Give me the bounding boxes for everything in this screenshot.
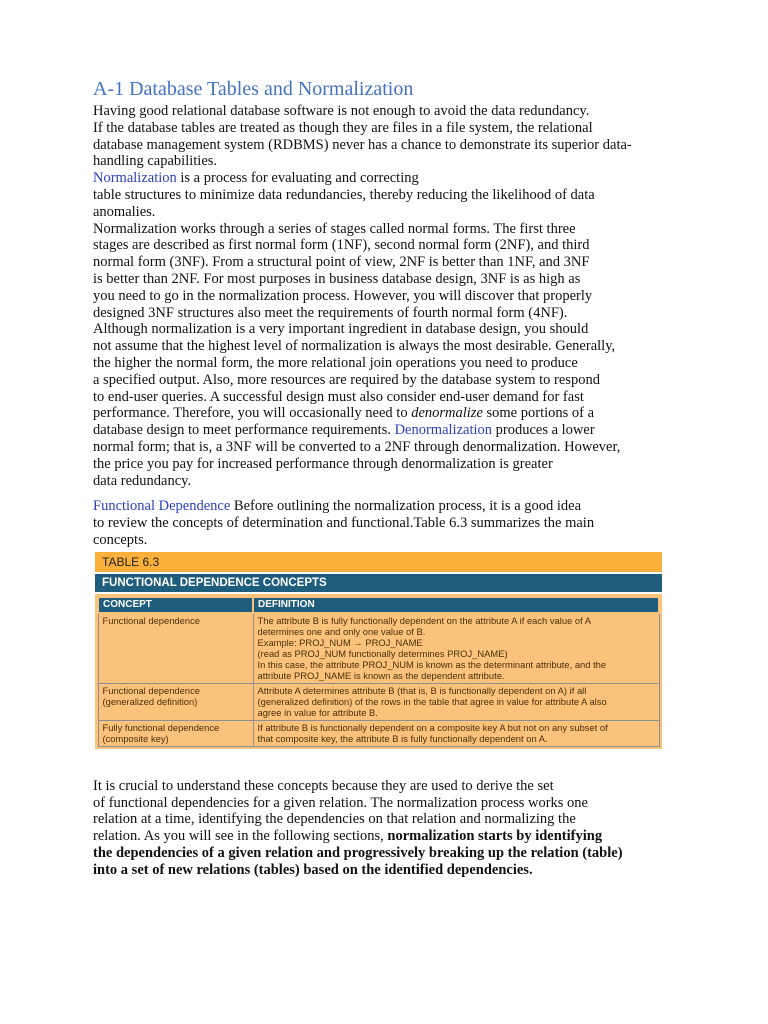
denormalization-link[interactable]: Denormalization: [394, 422, 492, 439]
table-header-row: [98, 597, 659, 613]
text-span: produces a lower: [492, 422, 595, 439]
paragraph-gap: [93, 749, 683, 778]
text-line: not assume that the highest level of normalization is always the most desirable. Generally,: [93, 338, 616, 355]
text-line: designed 3NF structures also meet the requirements of fourth normal form (4NF).: [93, 304, 568, 321]
text-line: relation at a time, identifying the dependencies on that relation and normalizing the: [93, 811, 576, 828]
text-line: [93, 828, 683, 845]
cell-line: (generalized definition) of the rows in the table that agree in value for attribute A also: [257, 695, 607, 707]
cell-line: Functional dependence: [102, 684, 200, 696]
bold-span: normalization starts by identifying: [387, 828, 603, 845]
cell-line: attribute PROJ_NAME is known as the dependent attribute.: [257, 669, 505, 681]
cell-line: In this case, the attribute PROJ_NUM is known as the determinant attribute, and the: [257, 658, 607, 670]
text-line: to review the concepts of determination and functional.Table 6.3 summarizes the main: [93, 515, 595, 532]
text-span: some portions of a: [482, 405, 595, 422]
cell-line: If attribute B is functionally dependent on a composite key A but not on any subset of: [257, 721, 608, 733]
text-line: It is crucial to understand these concepts because they are used to derive the set: [93, 777, 554, 794]
column-header-definition: DEFINITION: [253, 597, 659, 613]
text-line: data redundancy.: [93, 472, 192, 489]
cell-line: (generalized definition): [102, 695, 198, 707]
table-body: [95, 594, 662, 749]
cell-line: (composite key): [102, 732, 169, 744]
text-line: to end-user queries. A successful design must also consider end-user demand for fast: [93, 388, 584, 405]
text-span: is a process for evaluating and correcting: [176, 170, 419, 187]
text-span: performance. Therefore, you will occasionally need to: [93, 405, 412, 422]
text-line: normal form; that is, a 3NF will be converted to a 2NF through denormalization. However,: [93, 438, 621, 455]
text-line: normal form (3NF). From a structural point of view, 2NF is better than 1NF, and 3NF: [93, 254, 590, 271]
text-line: the price you pay for increased performance through denormalization is greater: [93, 455, 553, 472]
intro-paragraph: [93, 103, 683, 170]
definition-cell: [253, 683, 659, 720]
column-header-concept: CONCEPT: [98, 597, 253, 613]
functional-dependence-table-figure: [95, 552, 662, 749]
definition-cell: [253, 613, 659, 684]
table-title: FUNCTIONAL DEPENDENCE CONCEPTS: [95, 574, 662, 592]
text-line: If the database tables are treated as though they are files in a file system, the relational: [93, 119, 593, 136]
text-span: database design to meet performance requirements.: [93, 422, 395, 439]
text-line: table structures to minimize data redundancies, thereby reducing the likelihood of data: [93, 186, 595, 203]
text-line: Although normalization is a very important ingredient in database design, you should: [93, 321, 589, 338]
text-line: [93, 170, 683, 187]
bold-span: into a set of new relations (tables) based on the identified dependencies.: [93, 861, 533, 878]
text-span: Before outlining the normalization process, it is a good idea: [230, 498, 582, 515]
text-line: [93, 422, 683, 439]
concept-cell: [98, 720, 253, 746]
functional-dependence-paragraph: [93, 498, 683, 548]
text-line: stages are described as first normal form (1NF), second normal form (2NF), and third: [93, 237, 590, 254]
text-line: concepts.: [93, 531, 148, 548]
table-number: TABLE 6.3: [95, 552, 662, 572]
denormalize-emphasis: denormalize: [411, 405, 483, 422]
text-line: a specified output. Also, more resources are required by the database system to respond: [93, 371, 600, 388]
document-page: [93, 77, 683, 879]
normalization-definition: [93, 170, 683, 220]
normal-forms-paragraph: [93, 221, 683, 490]
cell-line: The attribute B is fully functionally dependent on the attribute A if each value of A: [257, 614, 592, 626]
bold-text-line: [93, 845, 683, 862]
cell-line: Functional dependence: [102, 614, 200, 626]
text-line: is better than 2NF. For most purposes in business database design, 3NF is as high as: [93, 270, 581, 287]
text-span: relation. As you will see in the following sections,: [93, 828, 388, 845]
table-row: [98, 613, 659, 684]
cell-line: agree in value for attribute B.: [257, 706, 378, 718]
normalization-link[interactable]: Normalization: [93, 170, 177, 187]
cell-line: Example: PROJ_NUM → PROJ_NAME: [257, 636, 423, 648]
paragraph-gap: [93, 489, 683, 498]
bold-span: the dependencies of a given relation and progressively breaking up the relation (table): [93, 844, 623, 861]
text-line: of functional dependencies for a given relation. The normalization process works one: [93, 794, 588, 811]
text-line: Having good relational database software is not enough to avoid the data redundancy.: [93, 103, 590, 119]
cell-line: (read as PROJ_NUM functionally determines PROJ_NAME): [257, 647, 508, 659]
cell-line: Attribute A determines attribute B (that is, B is functionally dependent on A) if all: [257, 684, 587, 696]
page-title: A-1 Database Tables and Normalization: [93, 78, 414, 100]
text-line: you need to go in the normalization process. However, you will discover that properly: [93, 287, 593, 304]
text-line: anomalies.: [93, 203, 156, 220]
cell-line: that composite key, the attribute B is fully functionally dependent on A.: [257, 732, 548, 744]
definition-cell: [253, 720, 659, 746]
cell-line: Fully functional dependence: [102, 721, 220, 733]
closing-paragraph: [93, 778, 683, 879]
text-line: [93, 498, 683, 515]
text-line: [93, 405, 683, 422]
cell-line: determines one and only one value of B.: [257, 625, 426, 637]
text-line: handling capabilities.: [93, 153, 218, 170]
concept-cell: [98, 613, 253, 684]
functional-dependence-link[interactable]: Functional Dependence: [93, 498, 231, 515]
concepts-table: [97, 596, 660, 747]
bold-text-line: [93, 862, 683, 879]
text-line: Normalization works through a series of stages called normal forms. The first three: [93, 220, 576, 237]
text-line: database management system (RDBMS) never has a chance to demonstrate its superior data-: [93, 136, 632, 153]
table-row: [98, 683, 659, 720]
table-row: [98, 720, 659, 746]
text-line: the higher the normal form, the more relational join operations you need to produce: [93, 354, 578, 371]
concept-cell: [98, 683, 253, 720]
